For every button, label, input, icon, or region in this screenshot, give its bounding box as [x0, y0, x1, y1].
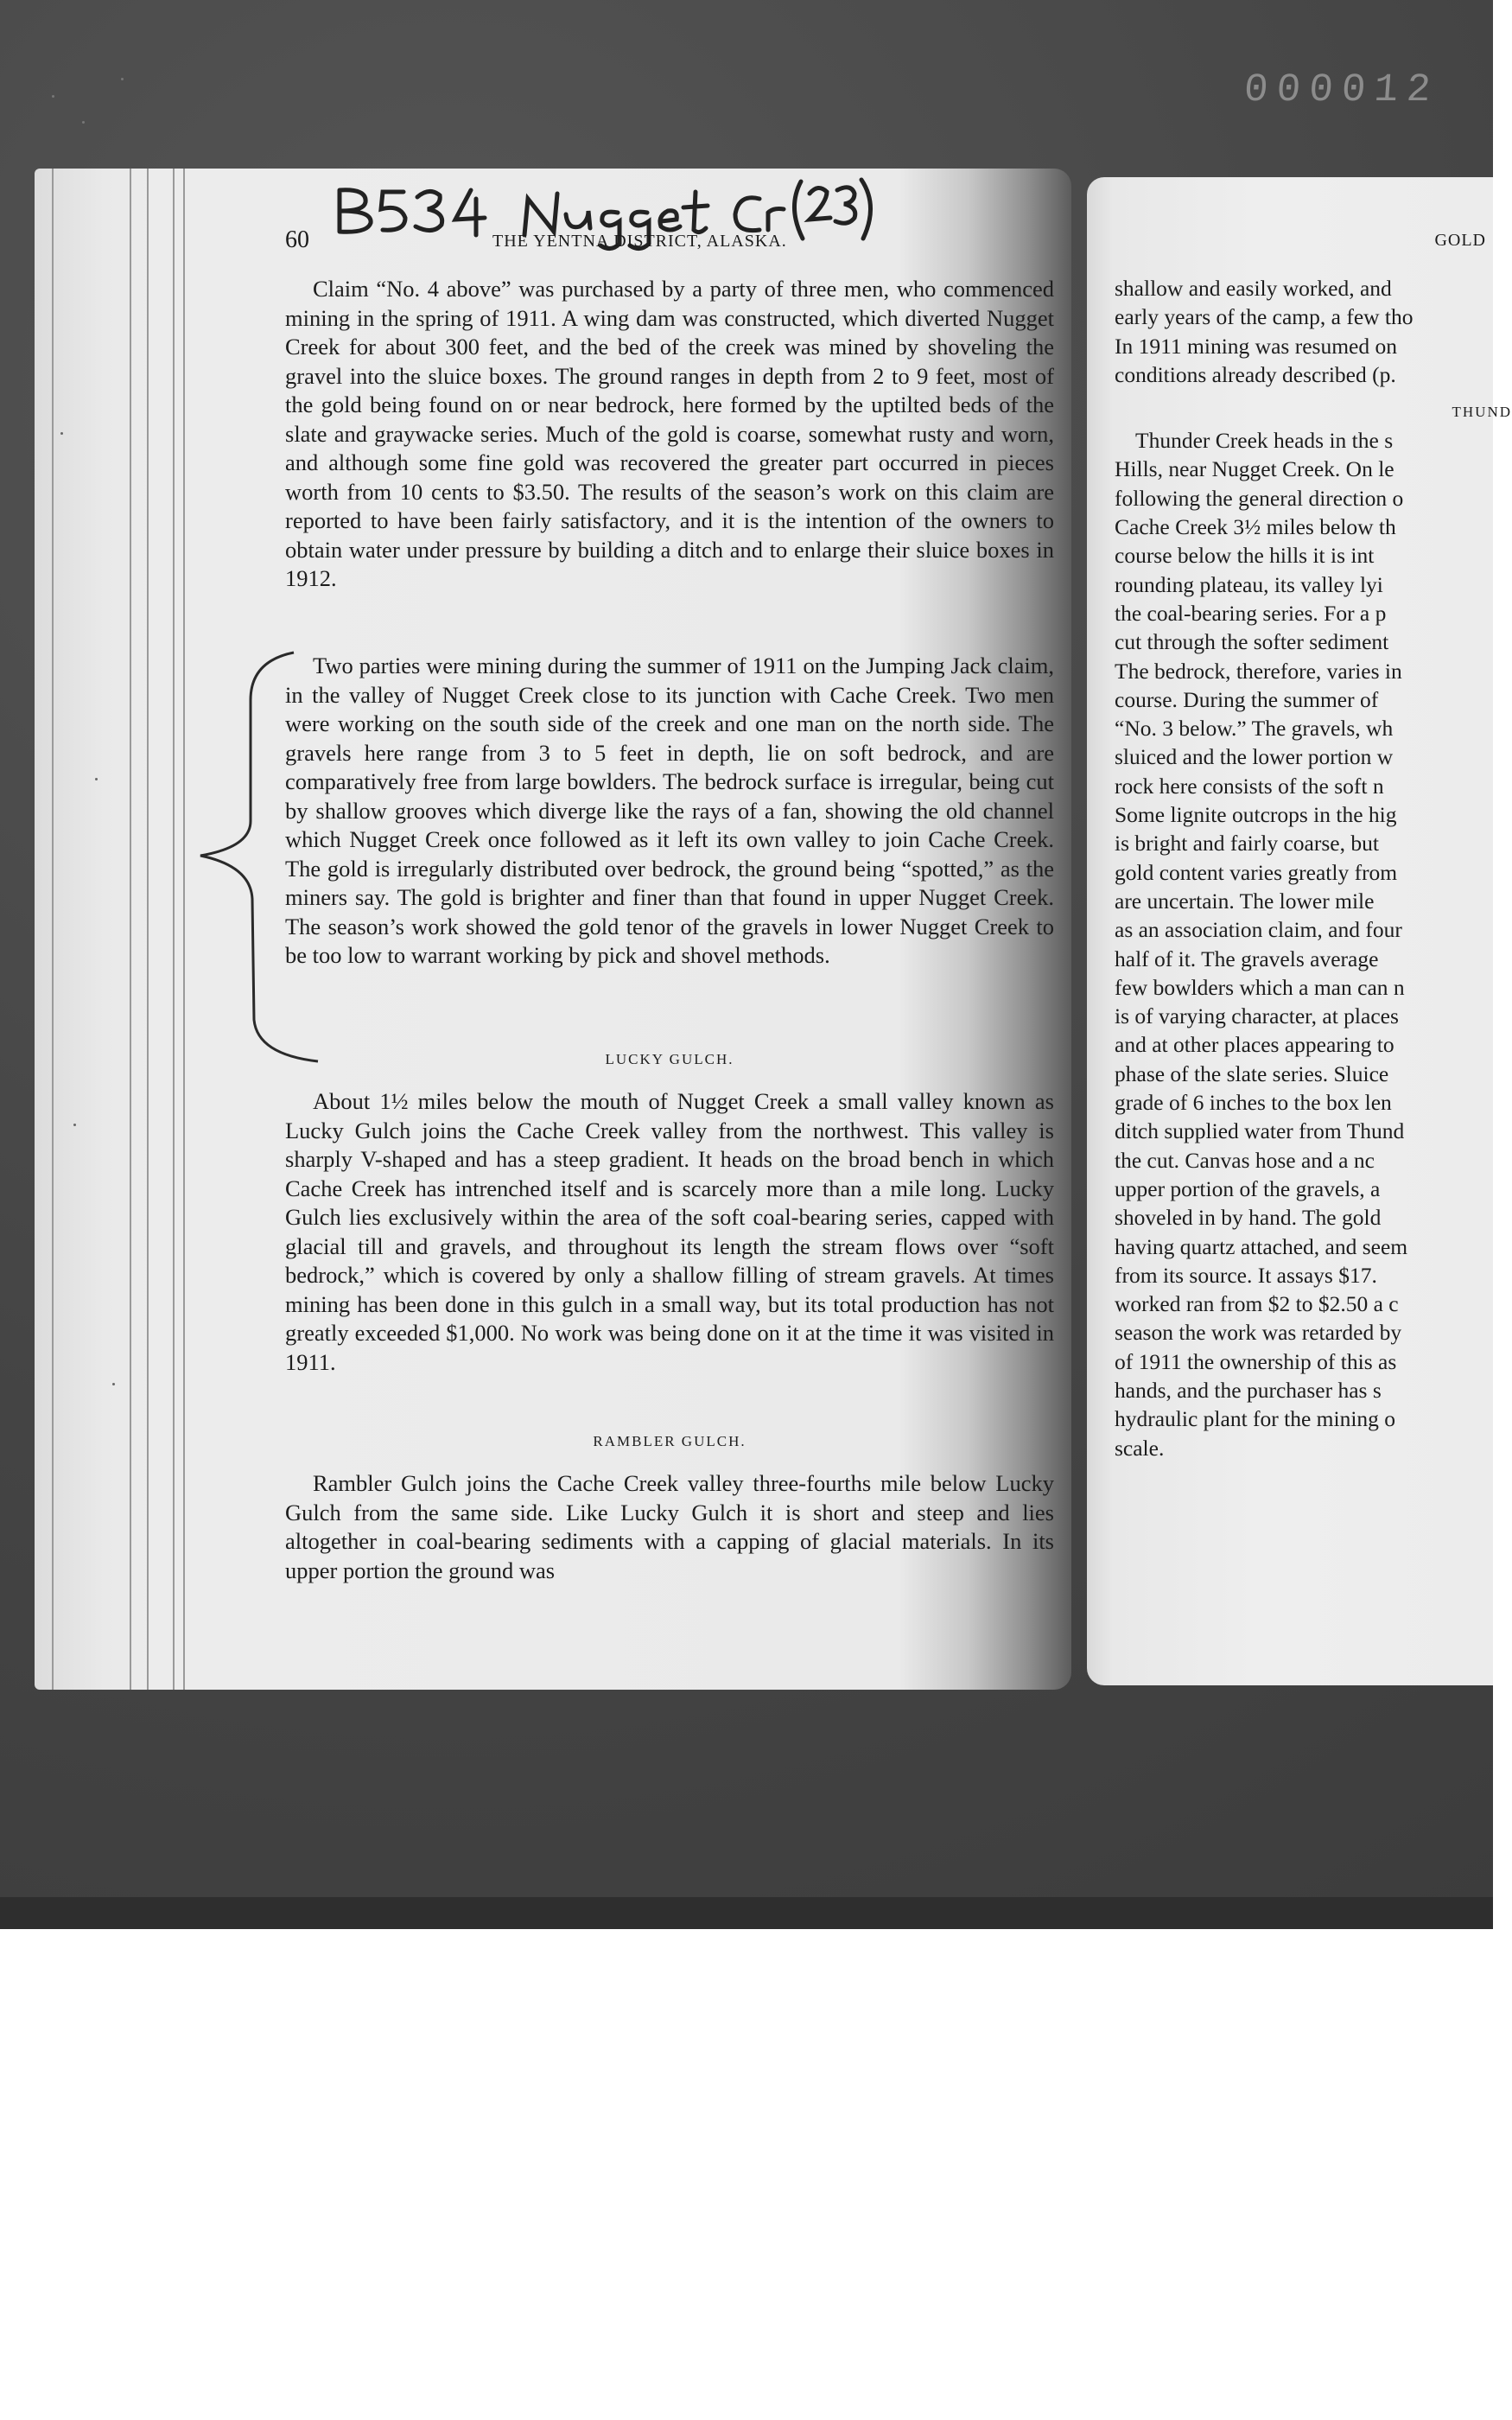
paragraph-jumping-jack — [285, 652, 1054, 971]
text-line: Some lignite outcrops in the hig — [1115, 802, 1397, 828]
text-line: Thunder Creek heads in the s — [1135, 428, 1394, 454]
text-line: course. During the summer of — [1115, 686, 1379, 712]
right-page-text — [1115, 274, 1512, 1462]
text-line: In 1911 mining was resumed on — [1115, 333, 1397, 359]
scan-bottom-edge — [0, 1897, 1493, 1929]
right-page — [1087, 177, 1512, 1685]
paragraph-claim-no-4 — [285, 275, 1054, 594]
paragraph-lucky-gulch — [285, 1087, 1054, 1377]
paragraph-text: About 1½ miles below the mouth of Nugget Creek a small valley known as Lucky Gulch joins the Cache Creek valley from the northwest. This valley is sharply V-shaped and has a steep gradient. It heads on the broad bench in which Cache Creek has intrenched itself and is scarcely more than a mile long. Lucky Gulch lies exclusively within the area of the soft coal-bearing series, capped with glacial till and gravels, and throughout its length the stream flows over “soft bedrock,” which is covered by only a shallow filling of stream gravels. At times mining has been done in this gulch in a small way, but its total production has not greatly exceeded $1,000. No work was being done on it at the time it was visited in 1911. — [285, 1088, 1054, 1375]
text-line: ditch supplied water from Thund — [1115, 1118, 1405, 1144]
running-title: THE YENTNA DISTRICT, ALASKA. — [492, 232, 787, 251]
page-edge-line — [173, 169, 175, 1690]
text-line: is of varying character, at places — [1115, 1003, 1399, 1029]
text-line: season the work was retarded by — [1115, 1320, 1402, 1346]
text-line: few bowlders which a man can n — [1115, 974, 1405, 1000]
text-line: of 1911 the ownership of this as — [1115, 1348, 1397, 1374]
text-line: following the general direction o — [1115, 485, 1404, 511]
text-line: the cut. Canvas hose and a nc — [1115, 1147, 1375, 1173]
scan-speck — [52, 95, 54, 98]
text-line: and at other places appearing to — [1115, 1032, 1394, 1058]
text-line: are uncertain. The lower mile — [1115, 888, 1375, 914]
scan-speck — [60, 432, 63, 435]
page-edge-line — [130, 169, 131, 1690]
text-line: conditions already described (p. — [1115, 361, 1396, 387]
text-line: The bedrock, therefore, varies in — [1115, 658, 1402, 684]
text-line: hands, and the purchaser has s — [1115, 1377, 1382, 1403]
text-line: cut through the softer sediment — [1115, 629, 1389, 655]
text-line: rock here consists of the soft n — [1115, 773, 1384, 799]
text-line: sluiced and the lower portion w — [1115, 744, 1394, 770]
text-line: rounding plateau, its valley lyi — [1115, 571, 1383, 597]
heading-lucky-gulch: LUCKY GULCH. — [605, 1051, 734, 1067]
text-line: shallow and easily worked, and — [1115, 276, 1392, 301]
text-line: course below the hills it is int — [1115, 543, 1375, 569]
text-line: hydraulic plant for the mining o — [1115, 1406, 1396, 1432]
page-number: 60 — [285, 226, 309, 253]
running-head — [285, 226, 1063, 261]
text-line: the coal-bearing series. For a p — [1115, 600, 1387, 626]
text-line: worked ran from $2 to $2.50 a c — [1115, 1291, 1399, 1317]
text-line: having quartz attached, and seem — [1115, 1233, 1408, 1259]
text-line: upper portion of the gravels, a — [1115, 1175, 1381, 1201]
subheading-row — [1115, 389, 1512, 426]
text-line: Cache Creek 3½ miles below th — [1115, 514, 1396, 540]
text-line: phase of the slate series. Sluice — [1115, 1060, 1389, 1086]
text-line: as an association claim, and four — [1115, 917, 1402, 943]
paragraph-text: Two parties were mining during the summer of 1911 on the Jumping Jack claim, in the valley of Nugget Creek close to its junction with Cache Creek. Two men were working on the south side of the creek and one man on the north side. The gravels here range from 3 to 5 feet in depth, lie on soft bedrock, and are comparatively free from large bowlders. The bedrock surface is irregular, being cut by shallow grooves which diverge like the rays of a fan, showing the old channel which Nugget Creek once followed as it left its own valley to join Cache Creek. The gold is irregularly distributed over bedrock, the ground being “spotted,” as the miners say. The gold is brighter and finer than that found in upper Nugget Creek. The season’s work showed the gold tenor of the gravels in lower Nugget Creek to be too low to warrant working by pick and shovel methods. — [285, 653, 1054, 968]
page-stamp: 000012 — [1242, 67, 1441, 112]
text-line: Hills, near Nugget Creek. On le — [1115, 456, 1394, 482]
text-line: shoveled in by hand. The gold — [1115, 1205, 1382, 1231]
heading-rambler-gulch: RAMBLER GULCH. — [593, 1433, 746, 1449]
subheading-thunder: THUND — [1452, 404, 1512, 421]
text-line: half of it. The gravels average — [1115, 946, 1379, 971]
handwritten-brace — [190, 648, 320, 1072]
right-running-title: GOLD — [1434, 231, 1486, 250]
scan-speck — [95, 778, 98, 780]
text-line: early years of the camp, a few tho — [1115, 304, 1414, 330]
text-line: from its source. It assays $17. — [1115, 1262, 1377, 1288]
scan-speck — [121, 78, 124, 80]
page-edge-line — [183, 169, 185, 1690]
paragraph-text: Rambler Gulch joins the Cache Creek valley three-fourths mile below Lucky Gulch from the same side. Like Lucky Gulch it is short and steep and lies altogether in coal-bearing sediments with a capping of glacial materials. In its upper portion the ground was — [285, 1470, 1054, 1583]
text-line: grade of 6 inches to the box len — [1115, 1090, 1392, 1116]
scan-speck — [82, 121, 85, 124]
page-edge-line — [52, 169, 54, 1690]
page-edge-line — [147, 169, 149, 1690]
text-line: “No. 3 below.” The gravels, wh — [1115, 716, 1394, 742]
text-line: is bright and fairly coarse, but — [1115, 831, 1379, 857]
text-line: gold content varies greatly from — [1115, 859, 1398, 885]
paragraph-rambler-gulch — [285, 1469, 1054, 1585]
text-line: scale. — [1115, 1435, 1165, 1461]
scan-speck — [112, 1383, 115, 1385]
paragraph-text: Claim “No. 4 above” was purchased by a party of three men, who commenced mining in the spring of 1911. A wing dam was constructed, which diverted Nugget Creek for about 300 feet, and the bed of the creek was mined by shoveling the gravel into the sluice boxes. The ground ranges in depth from 2 to 9 feet, most of the gold being found on or near bedrock, here formed by the uptilted beds of the slate and graywacke series. Much of the gold is coarse, somewhat rusty and worn, and although some fine gold was recovered the greater part occurred in pieces worth from 10 cents to $3.50. The results of the season’s work on this claim are reported to have been fairly satisfactory, and it is the intention of the owners to obtain water under pressure by building a ditch and to enlarge their sluice boxes in 1912. — [285, 276, 1054, 591]
scan-speck — [73, 1124, 76, 1126]
